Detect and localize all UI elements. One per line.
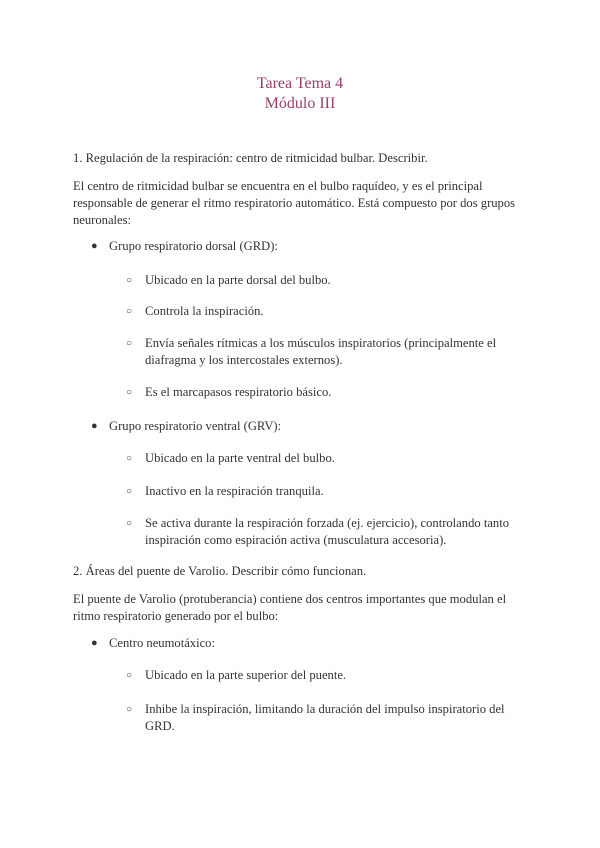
page-title: Tarea Tema 4 <box>256 75 344 92</box>
question-1-intro: El centro de ritmicidad bulbar se encuentra en el bulbo raquídeo, y es el principal responsable de generar el ritmo respiratorio automático. Está compuesto por dos grupos neuronales: <box>73 179 516 228</box>
bullet-circle-icon: ○ <box>126 670 133 681</box>
bullet-disc-icon: ● <box>91 240 98 252</box>
list-item: Ubicado en la parte ventral del bulbo. <box>145 451 335 465</box>
bullet-circle-icon: ○ <box>126 338 133 349</box>
page-subtitle: Módulo III <box>264 95 336 112</box>
list-item: Envía señales rítmicas a los músculos inspiratorios (principalmente el diafragma y los intercostales externos). <box>145 336 497 368</box>
list-item: Controla la inspiración. <box>145 304 264 318</box>
list-item: Ubicado en la parte dorsal del bulbo. <box>145 273 331 287</box>
list-item: Inactivo en la respiración tranquila. <box>145 484 324 498</box>
group-label-grd: Grupo respiratorio dorsal (GRD): <box>109 239 278 253</box>
bullet-circle-icon: ○ <box>126 486 133 497</box>
bullet-circle-icon: ○ <box>126 518 133 529</box>
bullet-circle-icon: ○ <box>126 453 133 464</box>
bullet-disc-icon: ● <box>91 420 98 432</box>
list-item: Inhibe la inspiración, limitando la duración del impulso inspiratorio del GRD. <box>145 702 505 734</box>
question-1-heading: 1. Regulación de la respiración: centro de ritmicidad bulbar. Describir. <box>73 151 428 165</box>
bullet-disc-icon: ● <box>91 637 98 649</box>
question-2-intro: El puente de Varolio (protuberancia) contiene dos centros importantes que modulan el ritmo respiratorio generado por el bulbo: <box>73 592 507 624</box>
group-label-neumotaxico: Centro neumotáxico: <box>109 636 215 650</box>
bullet-circle-icon: ○ <box>126 306 133 317</box>
bullet-circle-icon: ○ <box>126 704 133 715</box>
bullet-circle-icon: ○ <box>126 387 133 398</box>
group-label-grv: Grupo respiratorio ventral (GRV): <box>109 419 282 433</box>
question-2-heading: 2. Áreas del puente de Varolio. Describir cómo funcionan. <box>73 564 367 578</box>
list-item: Se activa durante la respiración forzada (ej. ejercicio), controlando tanto inspiración como espiración activa (musculatura accesoria). <box>145 516 509 548</box>
list-item: Es el marcapasos respiratorio básico. <box>145 385 332 399</box>
list-item: Ubicado en la parte superior del puente. <box>145 668 347 682</box>
bullet-circle-icon: ○ <box>126 275 133 286</box>
